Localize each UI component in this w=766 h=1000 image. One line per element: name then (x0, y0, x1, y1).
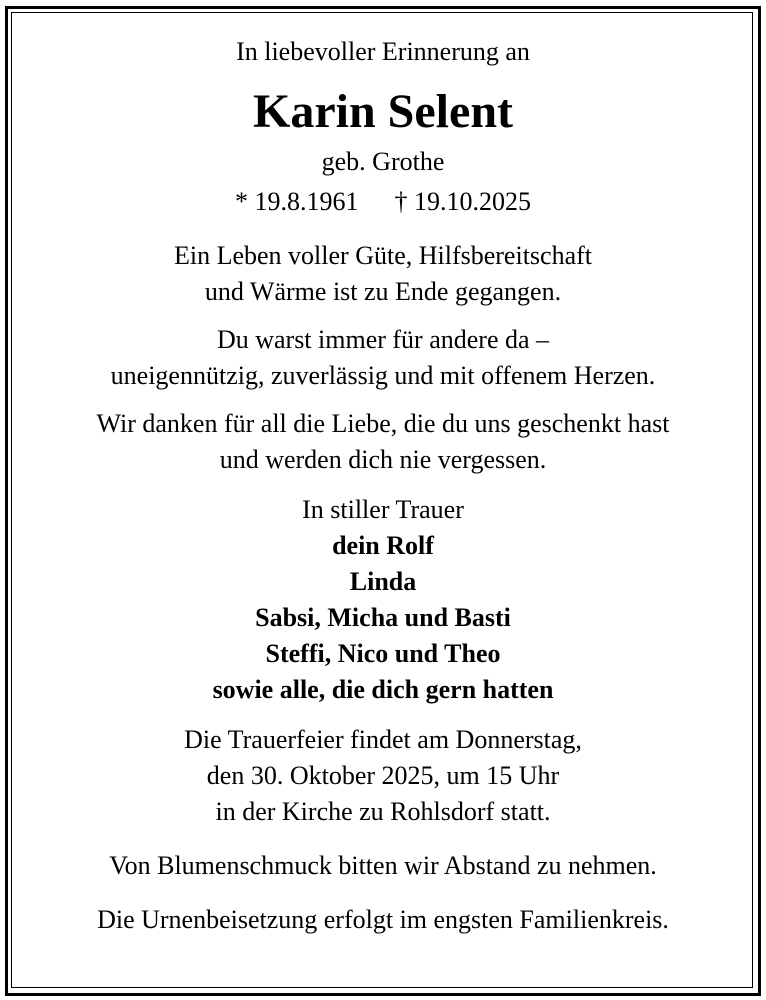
mourner: dein Rolf (332, 531, 434, 560)
mourner: Linda (349, 567, 417, 596)
service-line: in der Kirche zu Rohlsdorf statt. (215, 797, 551, 826)
paragraph-line: uneigennützig, zuverlässig und mit offenem Herzen. (110, 361, 656, 390)
maiden-name: geb. Grothe (321, 147, 445, 176)
deceased-name: Karin Selent (253, 85, 513, 138)
life-dates (16, 184, 750, 220)
paragraph-line: Wir danken für all die Liebe, die du uns geschenkt hast (96, 409, 670, 438)
mourner: Sabsi, Micha und Basti (255, 603, 511, 632)
paragraph-line: und werden dich nie vergessen. (219, 445, 547, 474)
paragraph-3 (16, 406, 750, 478)
urn-note: Die Urnenbeisetzung erfolgt im engsten Familienkreis. (97, 905, 669, 934)
mourner: Steffi, Nico und Theo (265, 639, 501, 668)
paragraph-line: und Wärme ist zu Ende gegangen. (204, 277, 562, 306)
paragraph-line: Du warst immer für andere da – (216, 325, 550, 354)
service-line: Die Trauerfeier findet am Donnerstag, (184, 725, 582, 754)
paragraph-1 (16, 238, 750, 310)
death-date: † 19.10.2025 (394, 187, 531, 216)
flowers-note: Von Blumenschmuck bitten wir Abstand zu nehmen. (109, 851, 657, 880)
mourners-block (16, 492, 750, 708)
service-info (16, 722, 750, 830)
paragraph-line: Ein Leben voller Güte, Hilfsbereitschaft (173, 241, 593, 270)
mourner: sowie alle, die dich gern hatten (212, 675, 554, 704)
mourning-intro: In stiller Trauer (302, 495, 464, 524)
paragraph-2 (16, 322, 750, 394)
birth-date: * 19.8.1961 (235, 187, 359, 216)
intro-text: In liebevoller Erinnerung an (236, 37, 530, 66)
obituary-notice (16, 14, 750, 938)
service-line: den 30. Oktober 2025, um 15 Uhr (206, 761, 560, 790)
